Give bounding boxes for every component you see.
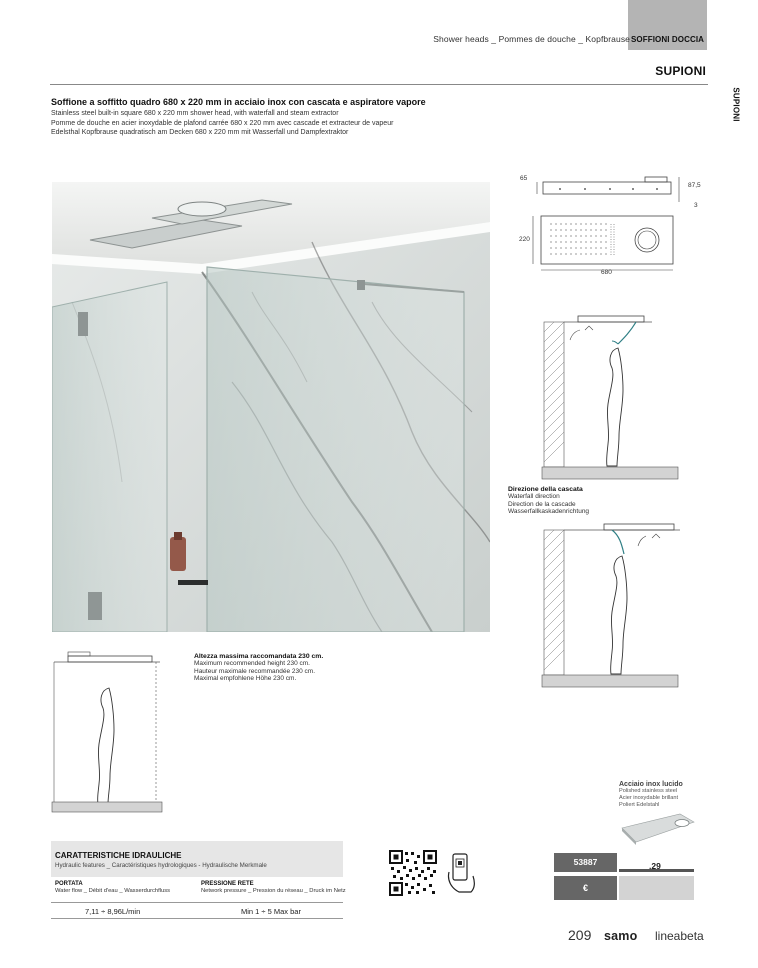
waterfall-en: Waterfall direction xyxy=(508,493,560,500)
flow-title: PORTATA xyxy=(55,881,83,887)
height-note xyxy=(194,653,323,683)
page-number: 209 xyxy=(568,927,592,943)
product-code: 53887 xyxy=(554,853,617,872)
waterfall-title: Direzione della cascata xyxy=(508,486,583,493)
brand-logo: samo xyxy=(604,929,638,943)
dim-3: 3 xyxy=(694,202,698,209)
phone-scan-icon xyxy=(448,854,474,892)
breadcrumb: Shower heads _ Pommes de douche _ Kopfbrause xyxy=(433,34,630,44)
height-diagram xyxy=(48,650,168,815)
pressure-value: Min 1 ÷ 5 Max bar xyxy=(241,907,301,916)
hydraulic-bottom-line xyxy=(51,918,343,919)
finish-title: Acciaio inox lucido xyxy=(619,781,683,788)
hydraulic-divider xyxy=(51,902,343,903)
product-line: lineabeta xyxy=(655,929,704,943)
price-cell xyxy=(619,876,694,900)
flow-value: 7,11 ÷ 8,96L/min xyxy=(85,907,141,916)
height-note-title: Altezza massima raccomandata 230 cm. xyxy=(194,653,324,660)
pressure-header xyxy=(201,881,346,894)
dimension-drawing xyxy=(515,172,715,282)
header-divider xyxy=(50,84,708,85)
product-desc-en: Stainless steel built-in square 680 x 220 mm shower head, with waterfall and steam extractor xyxy=(51,110,339,117)
qr-code[interactable] xyxy=(389,850,485,896)
dim-680: 680 xyxy=(601,269,612,276)
height-note-fr: Hauteur maximale recommandée 230 cm. xyxy=(194,667,316,675)
finish-en: Polished stainless steel xyxy=(619,788,678,794)
finish-fr: Acier inoxydable brillant xyxy=(619,795,679,801)
pressure-subtitle: Network pressure _ Pression du réseau _ Druck im Netz xyxy=(201,888,346,894)
finish-swatch-image xyxy=(620,812,696,846)
waterfall-de: Wasserfallkaskadenrichtung xyxy=(508,508,590,515)
product-title-block xyxy=(51,97,426,138)
height-note-en: Maximum recommended height 230 cm. xyxy=(194,660,310,667)
flow-subtitle: Water flow _ Débit d'eau _ Wasserdurchfluss xyxy=(55,888,171,894)
plan-profile xyxy=(541,216,673,264)
product-desc-fr: Pomme de douche en acier inoxydable de plafond carrée 680 x 220 mm avec cascade et extracteur de vapeur xyxy=(51,119,394,127)
product-code-suffix: .29 xyxy=(619,853,694,872)
side-tab-label: SUPIONI xyxy=(731,87,741,122)
waterfall-diagram-2 xyxy=(540,520,685,692)
waterfall-caption xyxy=(508,486,589,516)
side-tab xyxy=(733,86,747,130)
side-profile xyxy=(543,182,671,194)
height-note-de: Maximal empfohlene Höhe 230 cm. xyxy=(194,675,297,682)
product-title: Soffione a soffitto quadro 680 x 220 mm in acciaio inox con cascata e aspiratore vapore xyxy=(51,97,426,107)
section-title: SUPIONI xyxy=(655,64,706,78)
hydraulic-table xyxy=(51,841,346,918)
hydraulic-title: CARATTERISTICHE IDRAULICHE xyxy=(55,851,182,860)
dim-87-5: 87,5 xyxy=(688,182,701,189)
finish-block xyxy=(619,781,683,809)
dim-65: 65 xyxy=(520,175,528,182)
shower-scene-image xyxy=(52,182,490,632)
hydraulic-subtitle: Hydraulic features _ Caractéristiques hydrologiques - Hydraulische Merkmale xyxy=(55,862,267,869)
dim-220: 220 xyxy=(519,236,530,243)
product-photo xyxy=(52,182,490,632)
category-tab-label: SOFFIONI DOCCIA xyxy=(631,35,705,44)
waterfall-fr: Direction de la cascade xyxy=(508,500,576,508)
waterfall-diagram-1 xyxy=(540,312,685,484)
flow-header xyxy=(55,881,170,894)
product-desc-de: Edelsthal Kopfbrause quadratisch am Decken 680 x 220 mm mit Wasserfall und Dampfextraktor xyxy=(51,129,349,136)
currency-label: € xyxy=(554,876,617,900)
pressure-title: PRESSIONE RETE xyxy=(201,881,254,887)
finish-de: Poliert Edelstahl xyxy=(619,802,660,808)
